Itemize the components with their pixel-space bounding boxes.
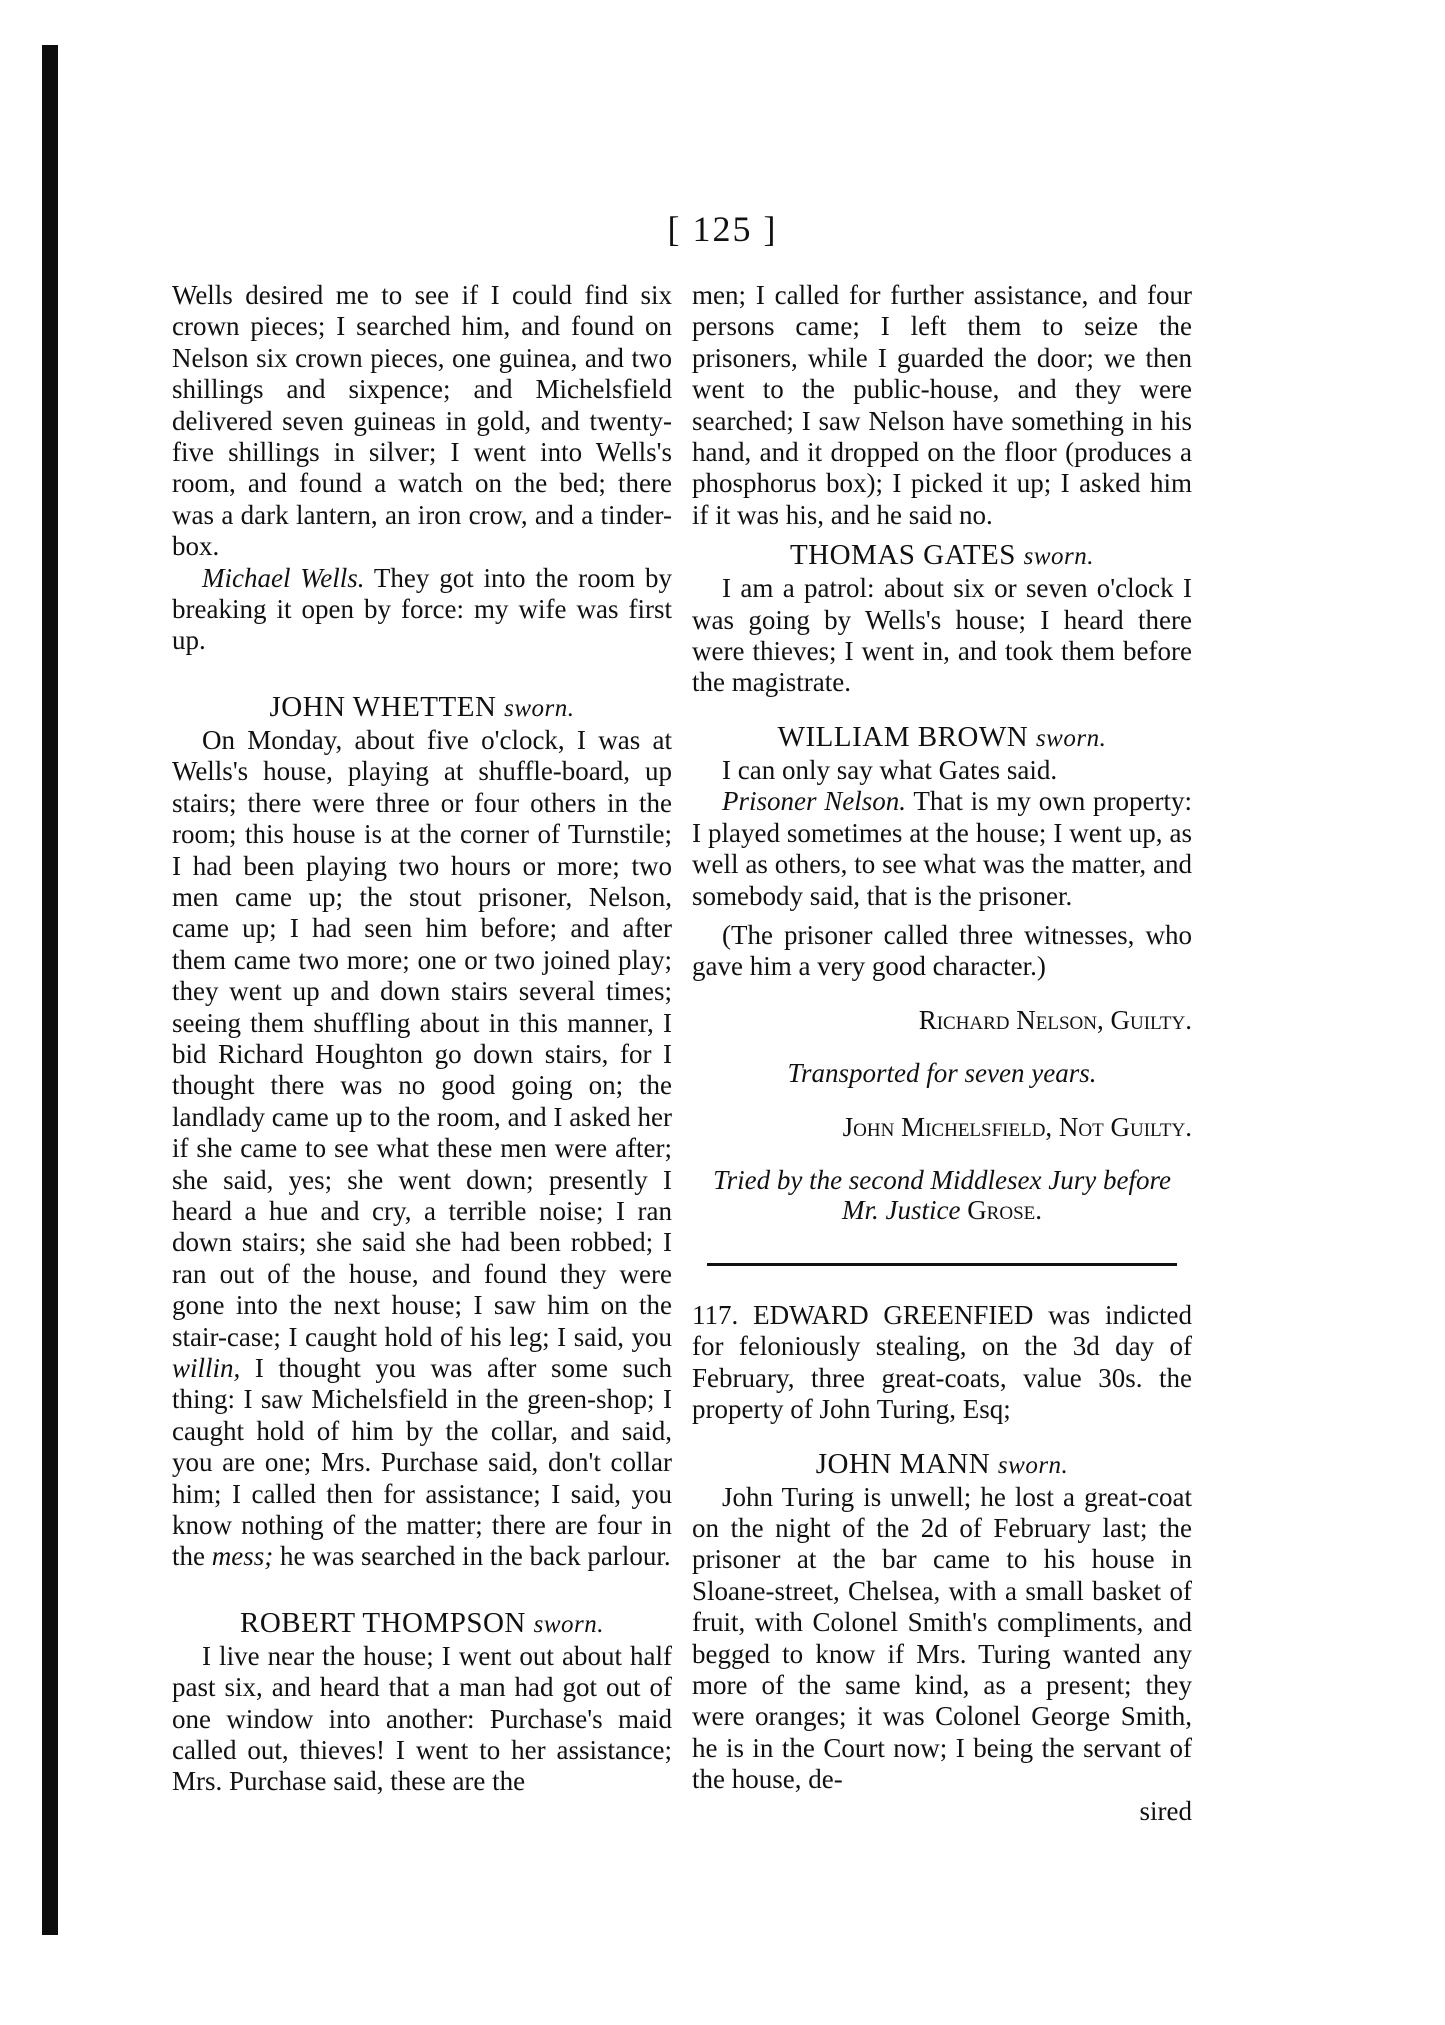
court-note-line-1: Tried by the second Middlesex Jury before [713,1164,1171,1195]
verdict-michelsfield: John Michelsfield, Not Guilty. [842,1111,1192,1142]
right-paragraph-1: men; I called for further assistance, and four persons came; I left them to seize the prisoners, while I guarded the door; we then went to the public-house, and they were searched; I saw Nelson have something in his hand, and it dropped on the floor (produces a phosphorus box); I picked it up; I asked him if it was his, and he said no. [692,280,1192,530]
case-text: was indicted for feloniously stealing, on the 3d day of February, three great-coats, value 30s. the property of John Turing, Esq; [692,1299,1193,1425]
verdict-nelson: Richard Nelson, Guilty. [918,1004,1192,1035]
testimony-text: I thought you was after some such thing: I saw Michelsfield in the green-shop; I caught hold of him by the collar, and said, you are one; Mrs. Purchase said, don't collar him; I called then for assistance; I said, you know nothing of the matter; there are four in the [172,1353,672,1572]
witness-name: JOHN MANN [815,1447,991,1480]
witness-heading [692,539,1192,573]
page-number: [ 125 ] [667,209,778,249]
binding-edge [42,45,58,1935]
witness-heading [692,721,1192,755]
witness-name: THOMAS GATES [789,539,1016,572]
right-paragraph-4 [692,786,1192,912]
left-column [172,280,672,1798]
witness-heading [172,1607,672,1641]
right-paragraph-5: (The prisoner called three witnesses, who gave him a very good character.) [692,919,1192,982]
sworn-label: sworn. [504,694,575,722]
speaker-name: Prisoner Nelson. [722,786,907,817]
testimony-text: That is my own property: I played sometimes at the house; I went up, as well as others, to see what was the matter, and somebody said, that is the prisoner. [692,786,1192,911]
witness-heading [692,1448,1192,1482]
judge-name: Grose. [967,1194,1043,1225]
sworn-label: sworn. [533,1610,605,1638]
testimony-text: They got into the room by breaking it open by force: my wife was first up. [172,562,672,656]
case-paragraph [692,1300,1192,1426]
left-paragraph-4: I live near the house; I went out about half past six, and heard that a man had got out of one window into another: Purchase's maid called out, thieves! I went to her assistance; Mrs. Purchase said, these are the [172,1640,672,1797]
testimony-text: On Monday, about five o'clock, I was at Wells's house, playing at shuffle-board, up stairs; there were three or four others in the room; this house is at the corner of Turnstile; I had been playing two hours or more; two men came up; the stout prisoner, Nelson, came up; I had seen him before; and after them came two more; one or two joined play; they went up and down stairs several times; seeing them shuffling about in this manner, I bid Richard Houghton go down stairs, for I thought there was no good going on; the landlady came up to the room, and I asked her if she came to see what these men were after; she said, yes; she went down; presently I heard a hue and cry, a terrible noise; I ran down stairs; she said she had been robbed; I ran out of the house, and found they were gone into the next house; I saw him on the stair-case; I caught hold of his leg; I said, you [172,724,672,1352]
speaker-name: Michael Wells. [202,562,365,593]
witness-name: WILLIAM BROWN [777,720,1029,753]
case-number: 117. [692,1299,739,1330]
witness-name: JOHN WHETTEN [269,690,497,723]
left-paragraph-1: Wells desired me to see if I could find six crown pieces; I searched him, and found on Nelson six crown pieces, one guinea, and two shillings and sixpence; and Michelsfield delivered seven guineas in gold, and twenty-five shillings in silver; I went into Wells's room, and found a watch on the bed; there was a dark lantern, an iron crow, and a tinder-box. [172,280,672,562]
case-defendant: EDWARD GREENFIED [753,1299,1034,1330]
sworn-label: sworn. [997,1451,1069,1479]
witness-heading [172,691,672,725]
witness-name: ROBERT THOMPSON [239,1606,526,1639]
right-paragraph-2: I am a patrol: about six or seven o'clock I was going by Wells's house; I heard there were thieves; I went in, and took them before the magistrate. [692,573,1192,698]
sworn-label: sworn. [1023,543,1095,571]
right-paragraph-6: John Turing is unwell; he lost a great-coat on the night of the 2d of February last; the prisoner at the bar came to his house in Sloane-street, Chelsea, with a small basket of fruit, with Colonel Smith's compliments, and begged to know if Mrs. Turing wanted any more of the same kind, as a present; they were oranges; it was Colonel George Smith, he is in the Court now; I being the servant of the house, de- [692,1481,1192,1795]
testimony-text: he was searched in the back parlour. [280,1541,671,1572]
italic-word: willin, [172,1353,241,1383]
right-column [692,280,1192,1827]
sentence-text: Transported for seven years. [787,1058,1097,1089]
court-note-line-2 [692,1195,1192,1225]
left-paragraph-3 [172,725,672,1573]
right-paragraph-3: I can only say what Gates said. [722,754,1058,785]
catchword: sired [1139,1795,1192,1826]
italic-word: mess; [211,1541,274,1572]
sworn-label: sworn. [1035,724,1107,752]
left-paragraph-2 [172,563,672,657]
judge-title: Mr. Justice [841,1194,961,1225]
